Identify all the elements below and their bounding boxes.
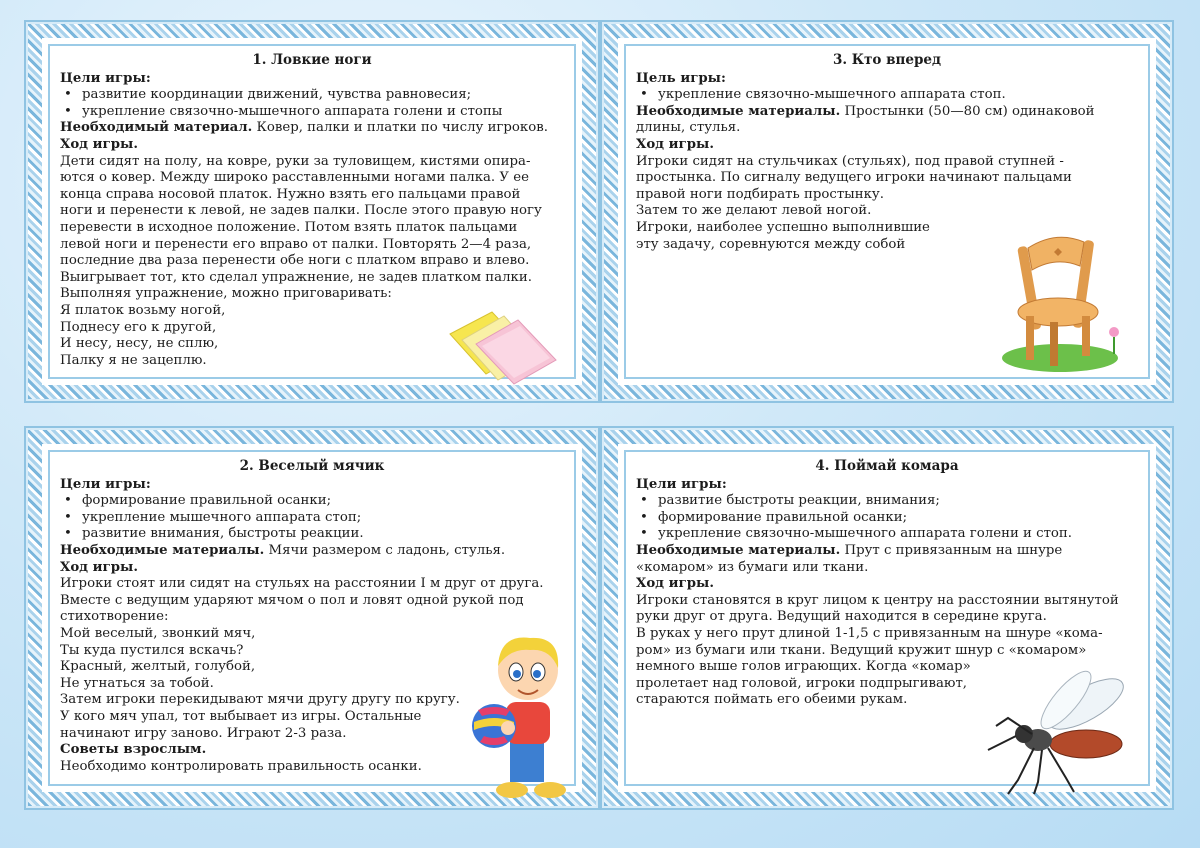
card-1-line: ноги и перенести к левой, не задев палки. После этого правую ногу <box>60 203 542 219</box>
card-2-goal: • укрепление мышечного аппарата стоп; <box>60 510 564 527</box>
card-2-line: Затем игроки перекидывают мячи другу другу по кругу. <box>60 692 460 708</box>
card-4-line: Игроки становятся в круг лицом к центру на расстоянии вытянутой <box>636 592 1119 608</box>
card-2-advice: Необходимо контролировать правильность осанки. <box>60 758 422 774</box>
card-2-poem-line: Мой веселый, звонкий мяч, <box>60 625 256 641</box>
card-4-line: руки друг от друга. Ведущий находится в середине круга. <box>636 609 1047 625</box>
card-3-goal: • укрепление связочно-мышечного аппарата стоп. <box>636 87 1138 104</box>
card-1-materials-text: Ковер, палки и платки по числу игроков. <box>256 120 548 136</box>
card-4-line: В руках у него прут длиной 1-1,5 с привязанным на шнуре «кома- <box>636 625 1103 641</box>
card-2-line: начинают игру заново. Играют 2-3 раза. <box>60 725 347 741</box>
card-3-materials <box>636 104 1138 121</box>
card-1-poem-line: Я платок возьму ногой, <box>60 302 226 318</box>
card-3-materials-text-2: длины, стулья. <box>636 120 741 136</box>
card-1-line: Дети сидят на полу, на ковре, руки за туловищем, кистями опира- <box>60 153 531 169</box>
card-3-line: эту задачу, соревнуются между собой <box>636 236 906 252</box>
card-2-advice-label: Советы взрослым. <box>60 742 207 758</box>
card-4-line: стараются поймать его обеими рукам. <box>636 692 908 708</box>
boy-with-ball-illustration <box>470 630 582 806</box>
card-1-line: Выигрывает тот, кто сделал упражнение, не задев платком палки. <box>60 269 532 285</box>
card-2-materials <box>60 543 564 560</box>
card-4-goal: • укрепление связочно-мышечного аппарата голени и стоп. <box>636 526 1138 543</box>
card-1-goal: • развитие координации движений, чувства равновесия; <box>60 87 564 104</box>
card-3-line: Затем то же делают левой ногой. <box>636 203 872 219</box>
card-2-materials-label: Необходимые материалы. <box>60 542 265 558</box>
card-4-line: немного выше голов играющих. Когда «комар» <box>636 659 971 675</box>
card-4-materials-label: Необходимые материалы. <box>636 542 841 558</box>
card-2-goals-label: Цели игры: <box>60 476 151 492</box>
card-3-line: Игроки, наиболее успешно выполнившие <box>636 219 930 235</box>
card-1-line: перевести в исходное положение. Потом взять платок пальцами <box>60 219 518 235</box>
card-1-goals-label: Цели игры: <box>60 70 151 86</box>
card-1-title: 1. Ловкие ноги <box>252 52 372 68</box>
card-4-goal: • развитие быстроты реакции, внимания; <box>636 493 1138 510</box>
card-2-line: У кого мяч упал, тот выбывает из игры. Остальные <box>60 708 422 724</box>
card-2-poem-line: Ты куда пустился вскачь? <box>60 642 244 658</box>
card-3-title: 3. Кто вперед <box>832 52 942 68</box>
card-4-materials <box>636 543 1138 560</box>
card-2-line: Игроки стоят или сидят на стульях на расстоянии I м друг от друга. <box>60 576 544 592</box>
card-1-materials-label: Необходимый материал. <box>60 120 253 136</box>
card-3-materials-text: Простынки (50—80 см) одинаковой <box>844 103 1095 119</box>
chair-illustration <box>996 226 1136 376</box>
card-game-3 <box>604 24 1170 399</box>
card-2-title: 2. Веселый мячик <box>239 458 385 474</box>
card-1-poem-line: Поднесу его к другой, <box>60 319 217 335</box>
card-game-2 <box>28 430 596 806</box>
card-4-goals-label: Цели игры: <box>636 476 727 492</box>
card-3-line: простынка. По сигналу ведущего игроки начинают пальцами <box>636 170 1072 186</box>
card-4-materials-text: Прут с привязанным на шнуре <box>844 542 1063 558</box>
card-1-poem-line: И несу, несу, не сплю, <box>60 336 219 352</box>
card-4-line: ром» из бумаги или ткани. Ведущий кружит шнур с «комаром» <box>636 642 1087 658</box>
card-4-line: пролетает над головой, игроки подпрыгивают, <box>636 675 968 691</box>
mosquito-illustration <box>978 670 1148 796</box>
card-4-process-label: Ход игры. <box>636 576 714 592</box>
card-3-process-label: Ход игры. <box>636 136 714 152</box>
card-4-goal: • формирование правильной осанки; <box>636 510 1138 527</box>
card-2-goal: • формирование правильной осанки; <box>60 493 564 510</box>
card-1-materials <box>60 120 564 137</box>
card-1-goal: • укрепление связочно-мышечного аппарата голени и стопы <box>60 104 564 121</box>
card-4-title: 4. Поймай комара <box>815 458 959 474</box>
card-3-goals-label: Цель игры: <box>636 70 726 86</box>
card-2-poem-line: Красный, желтый, голубой, <box>60 659 256 675</box>
card-1-line: левой ноги и перенести его вправо от палки. Повторять 2—4 раза, <box>60 236 532 252</box>
card-2-poem-line: Не угнаться за тобой. <box>60 675 214 691</box>
card-3-line: правой ноги подбирать простынку. <box>636 186 884 202</box>
card-1-poem-line: Палку я не зацеплю. <box>60 352 207 368</box>
card-2-process-label: Ход игры. <box>60 559 138 575</box>
card-1-line: конца справа носовой платок. Нужно взять его пальцами правой <box>60 186 521 202</box>
card-3-materials-label: Необходимые материалы. <box>636 103 841 119</box>
card-2-line: Вместе с ведущим ударяют мячом о пол и ловят одной рукой под <box>60 592 524 608</box>
card-1-line: последние два раза перенести обе ноги с платком вправо и влево. <box>60 253 530 269</box>
card-1-line: Выполняя упражнение, можно приговаривать: <box>60 286 392 302</box>
card-3-line: Игроки сидят на стульчиках (стульях), под правой ступней - <box>636 153 1064 169</box>
card-1-process-label: Ход игры. <box>60 136 138 152</box>
card-4-materials-text-2: «комаром» из бумаги или ткани. <box>636 559 869 575</box>
card-2-line: стихотворение: <box>60 609 169 625</box>
card-2-goal: • развитие внимания, быстроты реакции. <box>60 526 564 543</box>
card-game-4 <box>604 430 1170 806</box>
card-2-materials-text: Мячи размером с ладонь, стулья. <box>268 542 506 558</box>
handkerchiefs-illustration <box>442 304 564 386</box>
card-game-1 <box>28 24 596 399</box>
card-1-line: ются о ковер. Между широко расставленными ногами палка. У ее <box>60 170 529 186</box>
